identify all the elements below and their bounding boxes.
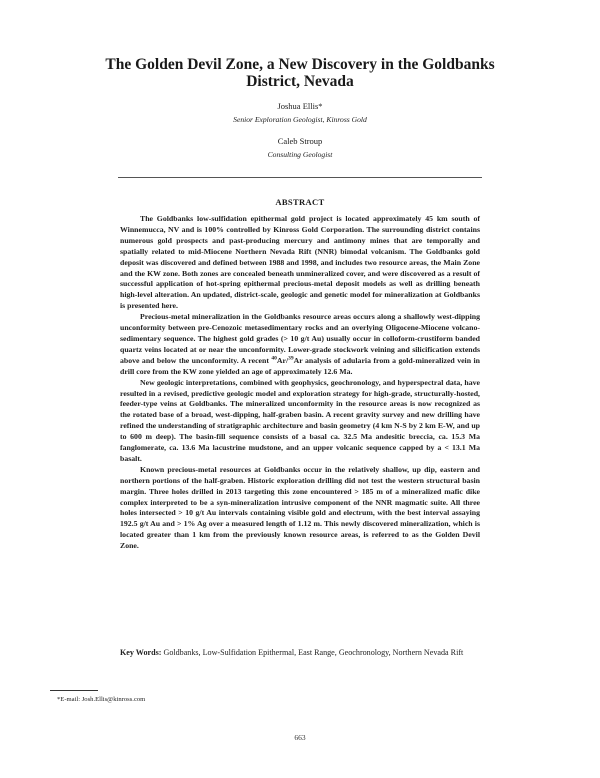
header-divider <box>118 177 482 178</box>
keywords-label: Key Words: <box>120 648 162 657</box>
abstract-paragraph: New geologic interpretations, combined with geophysics, geochronology, and hyperspectral data, have resulted in a revised, predictive geologic model and exploration strategy for high-grade, structurally-hosted, feeder-type veins at Goldbanks. The mineralized unconformity in the resource areas is now recognized as the rotated base of a broad, west-dipping, half-graben basin. A recent gravity survey and new drilling have refined the understanding of stratigraphic architecture and basin geometry (4 km N-S by 2 km E-W, and up to 600 m deep). The basin-fill sequence consists of a basal ca. 32.5 Ma andesitic breccia, ca. 15.3 Ma fanglomerate, ca. 13.6 Ma lacustrine mudstone, and an upper volcanic sequence capped by a < 13.1 Ma basalt. <box>120 377 480 463</box>
abstract-paragraph: The Goldbanks low-sulfidation epithermal gold project is located approximately 45 km south of Winnemucca, NV and is 100% controlled by Kinross Gold Corporation. The surrounding district contains numerous gold prospects and past-producing mercury and antimony mines that are temporally and spatially related to mid-Miocene Northern Nevada Rift (NNR) bimodal volcanism. The Goldbanks gold deposit was discovered and defined between 1988 and 1998, and includes two resource areas, the Main Zone and the KW zone. Both zones are concealed beneath unmineralized cover, and were discovered as a result of successful application of hot-spring epithermal precious-metal deposit models as well as drilling beneath high-level alteration. An updated, district-scale, geologic and genetic model for mineralization at Goldbanks is presented here. <box>120 214 480 311</box>
keywords-text: Goldbanks, Low-Sulfidation Epithermal, East Range, Geochronology, Northern Nevada Rift <box>163 648 464 657</box>
abstract-paragraph <box>120 312 480 377</box>
isotope-superscript: 40 <box>271 355 277 362</box>
isotope-superscript: 39 <box>288 355 294 362</box>
footnote-email: *E-mail: Josh.Ellis@kinross.com <box>57 696 146 703</box>
author-name: Caleb Stroup <box>277 136 323 146</box>
abstract-paragraph: Known precious-metal resources at Goldbanks occur in the relatively shallow, up dip, eastern and northern portions of the half-graben. Historic exploration drilling did not test the western structural basin margin. Three holes drilled in 2013 targeting this zone encountered > 185 m of a mineralized mafic dike complex interpreted to be a syn-mineralization intrusive component of the NNR magmatic suite. All three holes intersected > 10 g/t Au intervals containing visible gold and electrum, with the best interval assaying 192.5 g/t Au and > 1% Ag over a measured length of 1.12 m. This newly discovered mineralization, which is located greater than 1 km from the previously known resource areas, is referred to as the Golden Devil Zone. <box>120 464 480 551</box>
keywords <box>120 647 480 658</box>
author-name: Joshua Ellis* <box>277 101 323 111</box>
abstract-body <box>120 214 480 552</box>
paper-title: The Golden Devil Zone, a New Discovery in the Goldbanks District, Nevada <box>105 56 495 90</box>
footnote-divider <box>50 690 98 691</box>
abstract-heading: ABSTRACT <box>275 197 325 207</box>
abstract-text: Precious-metal mineralization in the Goldbanks resource areas occurs along a shallowly west-dipping unconformity between pre-Cenozoic metasedimentary rocks and an overlying Oligocene-Miocene volcano-sedimentary sequence. The highest gold grades (> 10 g/t Au) usually occur in colloform-crustiform banded quartz veins located at or near the unconformity. Lower-grade stockwork veining and silicification extends above and below the unconformity. A recent <box>120 312 480 365</box>
abstract-text: Ar analysis of adularia from a gold-mineralized vein in drill core from the KW zone yielded an age of approximately 12.6 Ma. <box>120 355 480 376</box>
author-affiliation: Senior Exploration Geologist, Kinross Gold <box>233 115 367 124</box>
author-affiliation: Consulting Geologist <box>267 150 333 159</box>
abstract-text: Ar/ <box>276 355 289 365</box>
page-number: 663 <box>294 733 306 742</box>
